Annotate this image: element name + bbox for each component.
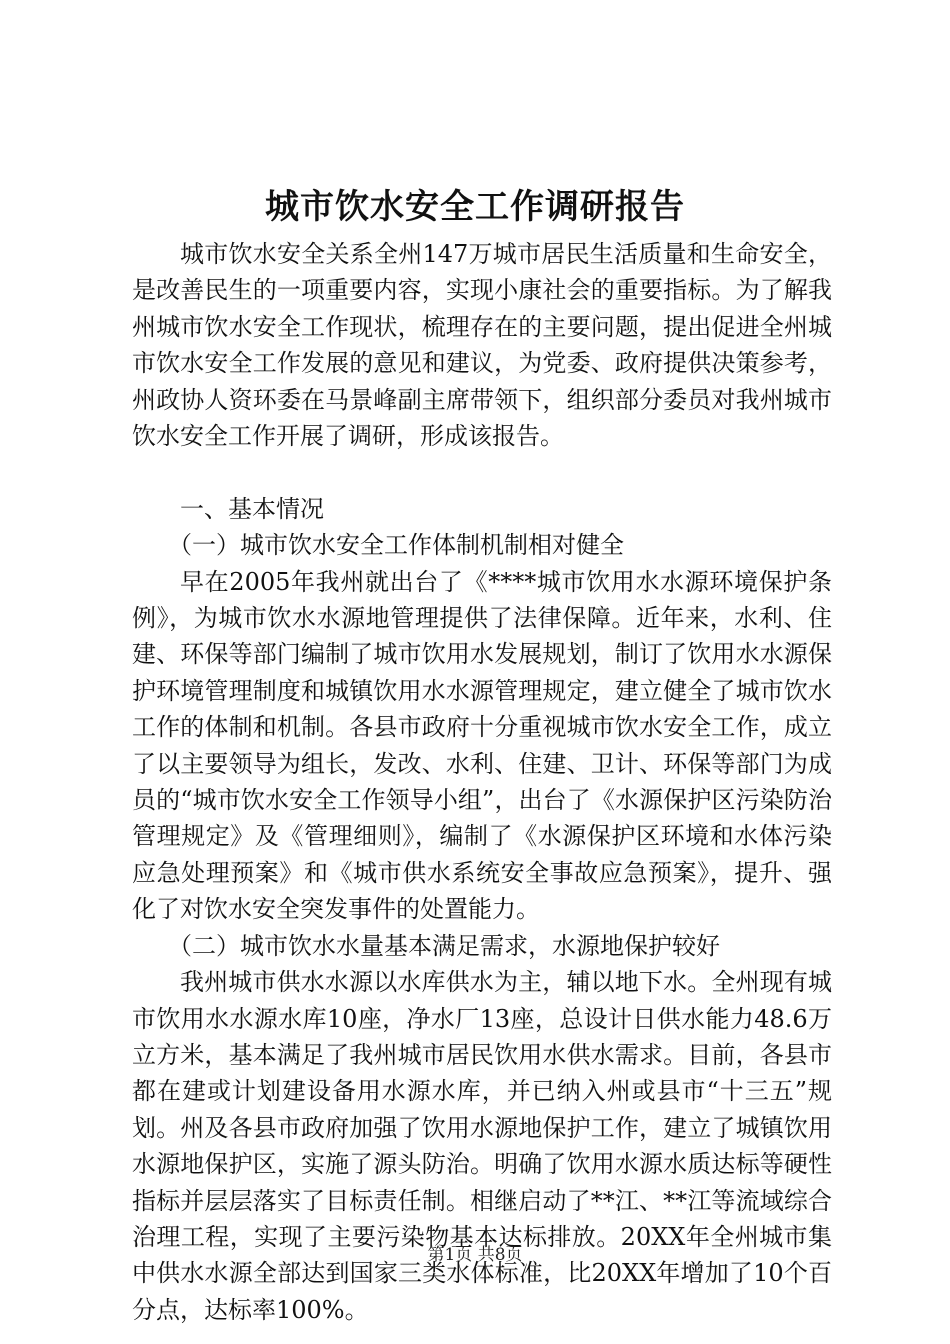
subsection-2-paragraph: 我州城市供水水源以水库供水为主，辅以地下水。全州现有城市饮用水水源水库10座，净水厂13座，总设计日供水能力48.6万立方米，基本满足了我州城市居民饮用水供水需求。目前，各县市都在建或计划建设备用水源水库，并已纳入州或县市“十三五”规划。州及各县市政府加强了饮用水源地保护工作，建立了城镇饮用水源地保护区，实施了源头防治。明确了饮用水源水质达标等硬性指标并层层落实了目标责任制。相继启动了**江、**江等流域综合治理工程，实现了主要污染物基本达标排放。20XX年全州城市集中供水水源全部达到国家三类水体标准，比20XX年增加了10个百分点，达标率100%。	[132, 968, 832, 1324]
page-footer: 第1页 共8页	[427, 1245, 523, 1265]
subsection-1-paragraph: 早在2005年我州就出台了《****城市饮用水水源环境保护条例》，为城市饮水水源地管理提供了法律保障。近年来，水利、住建、环保等部门编制了城市饮用水发展规划，制订了饮用水水源保护环境管理制度和城镇饮用水水源管理规定，建立健全了城市饮水工作的体制和机制。各县市政府十分重视城市饮水安全工作，成立了以主要领导为组长，发改、水利、住建、卫计、环保等部门为成员的“城市饮水安全工作领导小组”，出台了《水源保护区污染防治管理规定》及《管理细则》，编制了《水源保护区环境和水体污染应急处理预案》和《城市供水系统安全事故应急预案》，提升、强化了对饮水安全突发事件的处置能力。	[132, 567, 832, 924]
subsection-heading-1: （一）城市饮水安全工作体制机制相对健全	[168, 531, 624, 560]
paragraph-gap	[132, 454, 832, 490]
document-body	[132, 236, 832, 1328]
intro-paragraph: 城市饮水安全关系全州147万城市居民生活质量和生命安全，是改善民生的一项重要内容，实现小康社会的重要指标。为了解我州城市饮水安全工作现状，梳理存在的主要问题，提出促进全州城市饮水安全工作发展的意见和建议，为党委、政府提供决策参考，州政协人资环委在马景峰副主席带领下，组织部分委员对我州城市饮水安全工作开展了调研，形成该报告。	[132, 240, 832, 451]
document-title: 城市饮水安全工作调研报告	[265, 187, 685, 227]
section-heading-basic-situation: 一、基本情况	[180, 494, 324, 523]
subsection-heading-2: （二）城市饮水水量基本满足需求，水源地保护较好	[168, 931, 720, 960]
